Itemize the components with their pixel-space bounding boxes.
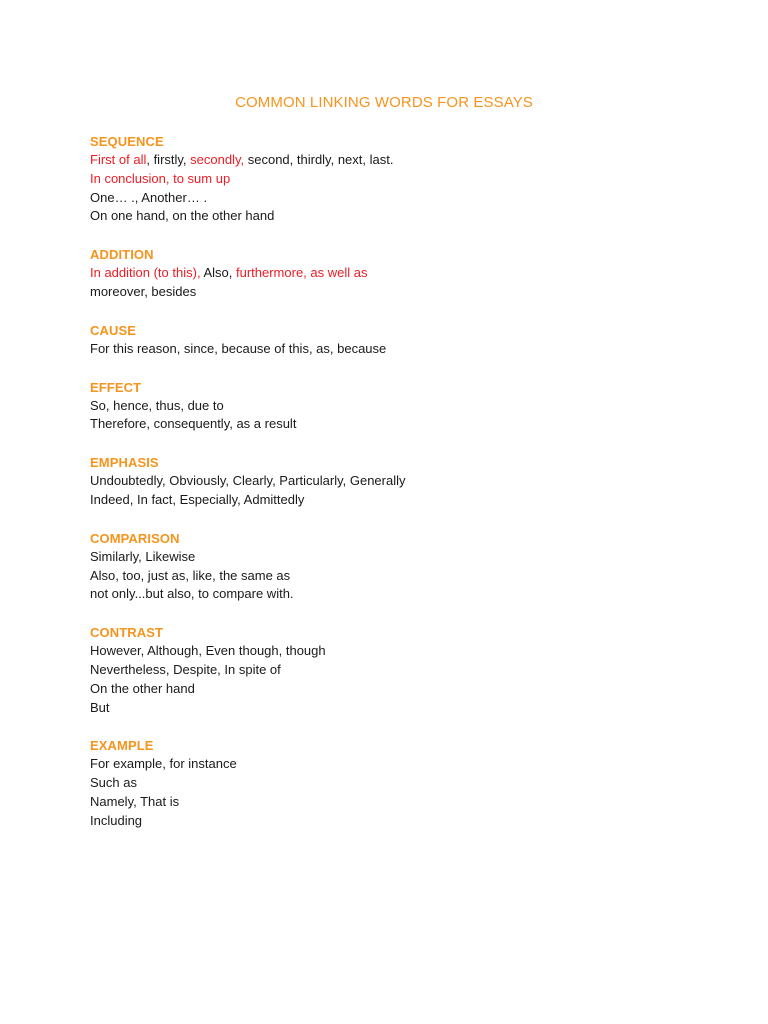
section-line xyxy=(90,699,730,718)
phrase: For this reason, since, because of this, as, because xyxy=(90,340,387,356)
section-line xyxy=(90,207,730,226)
section-heading: CONTRAST xyxy=(90,625,164,641)
section-line xyxy=(90,661,730,680)
section-line xyxy=(90,548,730,567)
highlighted-phrase: In addition (to this), xyxy=(90,265,201,281)
section-line xyxy=(90,793,730,812)
section-heading: EFFECT xyxy=(90,379,142,395)
phrase: Undoubtedly, Obviously, Clearly, Particularly, Generally xyxy=(90,473,406,489)
document-title: COMMON LINKING WORDS FOR ESSAYS xyxy=(235,94,533,111)
phrase: second, thirdly, next, last. xyxy=(244,152,394,167)
highlighted-phrase: In conclusion, to sum up xyxy=(90,170,231,186)
phrase: So, hence, thus, due to xyxy=(90,397,224,413)
phrase: On the other hand xyxy=(90,680,195,696)
highlighted-phrase: First of all xyxy=(90,152,147,167)
phrase: Namely, That is xyxy=(90,793,180,809)
phrase: moreover, besides xyxy=(90,283,197,299)
section-line xyxy=(90,170,730,189)
section-heading: CAUSE xyxy=(90,322,137,338)
section-line xyxy=(90,415,730,434)
section-heading: COMPARISON xyxy=(90,530,180,546)
section-heading: ADDITION xyxy=(90,247,154,263)
phrase: , firstly, xyxy=(146,152,191,167)
section-line xyxy=(90,491,730,510)
section-contrast xyxy=(90,623,730,717)
section-line xyxy=(90,812,730,831)
section-heading: EMPHASIS xyxy=(90,455,159,471)
section-cause xyxy=(90,321,730,359)
section-line xyxy=(90,340,730,359)
phrase: Indeed, In fact, Especially, Admittedly xyxy=(90,491,305,507)
sections-container xyxy=(90,132,730,850)
phrase: But xyxy=(90,699,110,715)
phrase: For example, for instance xyxy=(90,756,237,772)
section-line xyxy=(90,151,730,170)
section-line xyxy=(90,585,730,604)
section-line xyxy=(90,567,730,586)
phrase: One… ., Another… . xyxy=(90,189,208,205)
phrase: Including xyxy=(90,812,143,828)
phrase: However, Although, Even though, though xyxy=(90,643,326,659)
section-heading: EXAMPLE xyxy=(90,738,154,754)
phrase: not only...but also, to compare with. xyxy=(90,586,294,602)
highlighted-phrase: secondly, xyxy=(190,152,245,167)
section-line xyxy=(90,264,730,283)
section-line xyxy=(90,189,730,208)
section-line xyxy=(90,680,730,699)
section-line xyxy=(90,642,730,661)
phrase: Such as xyxy=(90,775,137,791)
section-emphasis xyxy=(90,453,730,510)
section-addition xyxy=(90,245,730,302)
phrase: Nevertheless, Despite, In spite of xyxy=(90,661,281,677)
section-line xyxy=(90,283,730,302)
phrase: Therefore, consequently, as a result xyxy=(90,416,297,432)
section-comparison xyxy=(90,529,730,604)
highlighted-phrase: furthermore, as well as xyxy=(235,265,368,281)
section-line xyxy=(90,397,730,416)
section-line xyxy=(90,472,730,491)
section-heading: SEQUENCE xyxy=(90,134,164,149)
phrase: Also, xyxy=(200,265,236,281)
section-line xyxy=(90,774,730,793)
phrase: Also, too, just as, like, the same as xyxy=(90,567,291,583)
section-line xyxy=(90,755,730,774)
section-sequence xyxy=(90,132,730,226)
section-effect xyxy=(90,378,730,435)
phrase: On one hand, on the other hand xyxy=(90,208,275,224)
section-example xyxy=(90,736,730,830)
phrase: Similarly, Likewise xyxy=(90,548,196,564)
